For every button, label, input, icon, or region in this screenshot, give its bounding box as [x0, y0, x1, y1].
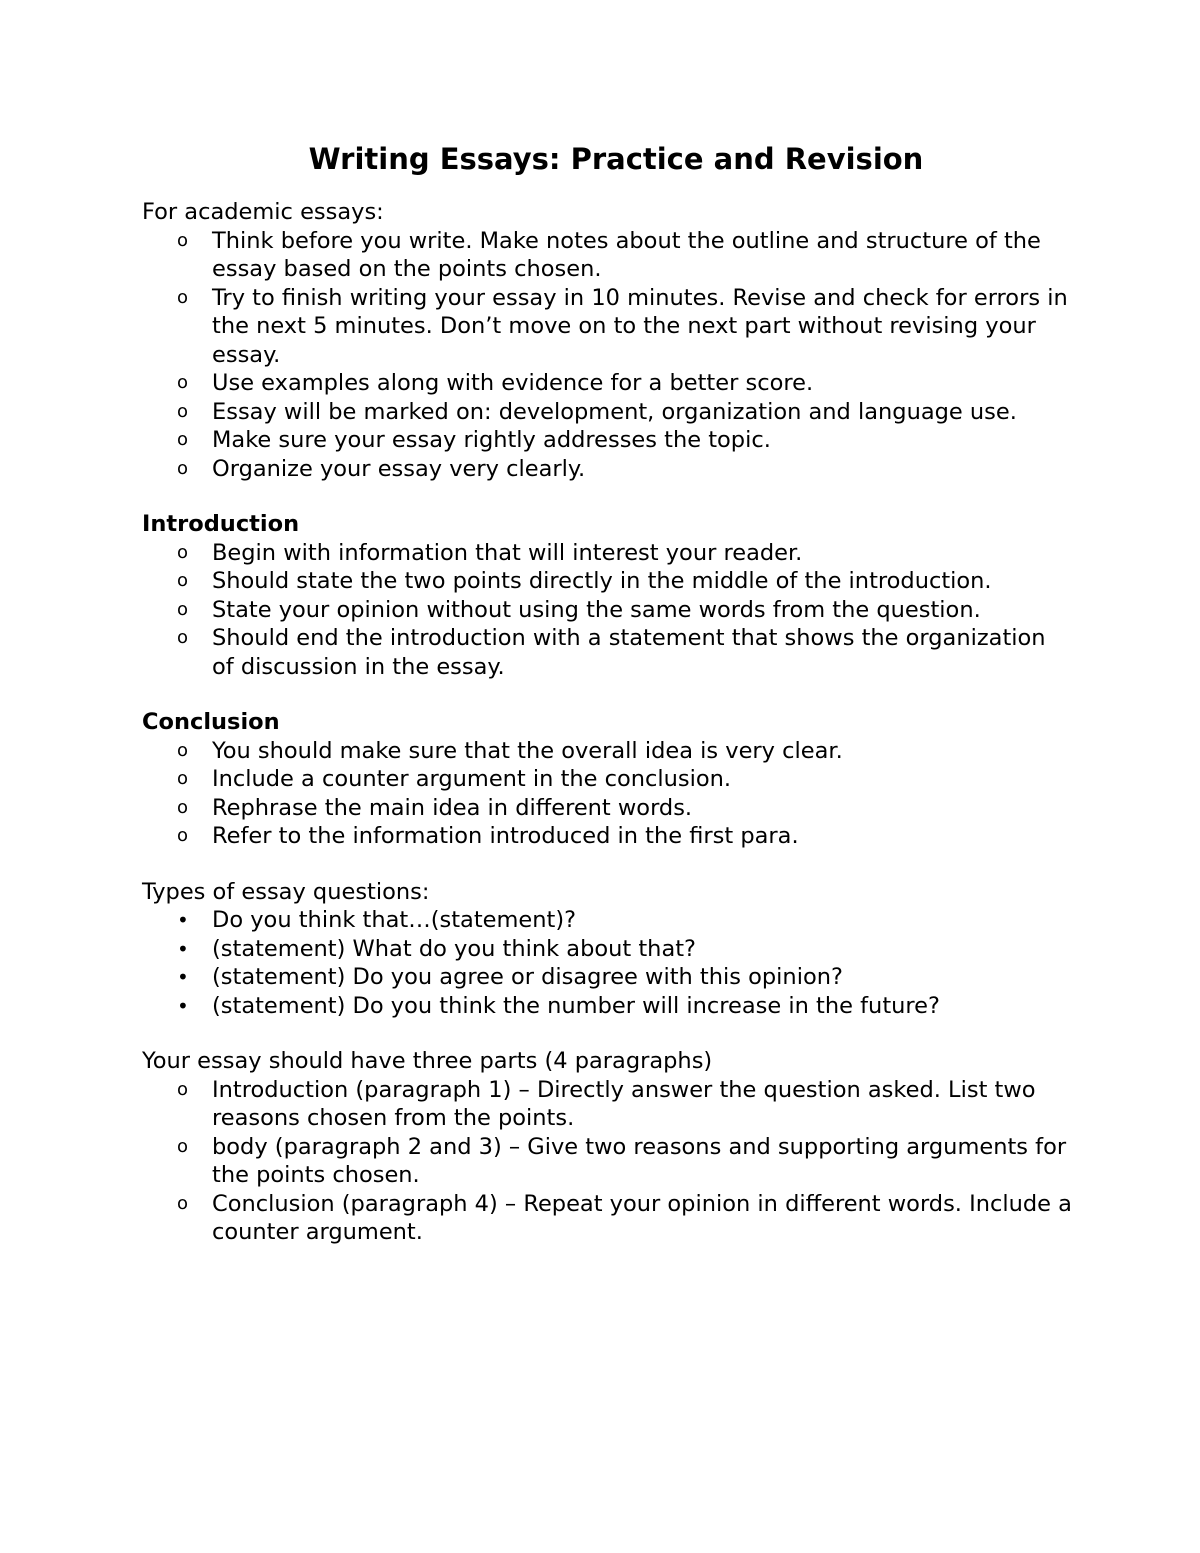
list-item: [142, 1190, 1072, 1247]
list-item-text: Use examples along with evidence for a better score.: [212, 370, 814, 396]
list-item: [142, 992, 1072, 1021]
circle-bullet-icon: o: [177, 429, 189, 450]
circle-bullet-icon: o: [177, 400, 189, 422]
list-item-text: (statement) Do you agree or disagree with this opinion?: [212, 964, 843, 990]
circle-bullet-icon: o: [177, 372, 189, 393]
list-item: [142, 426, 1072, 455]
bullet-icon: •: [177, 908, 189, 932]
list-item-text: body (paragraph 2 and 3) – Give two reasons and supporting arguments for the points chosen.: [212, 1133, 1067, 1188]
page-title: Writing Essays: Practice and Revision: [308, 142, 924, 176]
section-heading: For academic essays:: [142, 199, 384, 225]
list-item: [142, 1133, 1072, 1190]
section-conclusion: [142, 708, 1072, 851]
circle-bullet-icon: o: [177, 286, 189, 308]
list-item: [142, 596, 1072, 625]
list-item-text: Begin with information that will interest your reader.: [212, 539, 803, 566]
section-essay-parts: [142, 1047, 1072, 1247]
list-item-text: Organize your essay very clearly.: [212, 455, 586, 482]
list-item: [142, 284, 1072, 370]
list-item-text: (statement) What do you think about that?: [212, 935, 696, 962]
academic-essays-list: [142, 227, 1072, 484]
section-question-types: [142, 878, 1072, 1021]
list-item-text: Should state the two points directly in the middle of the introduction.: [212, 568, 992, 594]
list-item-text: (statement) Do you think the number will increase in the future?: [212, 992, 940, 1019]
bullet-icon: •: [177, 965, 189, 989]
list-item-text: Do you think that…(statement)?: [212, 907, 577, 933]
list-item-text: State your opinion without using the same words from the question.: [212, 596, 981, 623]
list-item-text: Conclusion (paragraph 4) – Repeat your opinion in different words. Include a counter argument.: [212, 1190, 1072, 1245]
circle-bullet-icon: o: [177, 768, 189, 789]
list-item: [142, 935, 1072, 964]
circle-bullet-icon: o: [177, 457, 189, 479]
list-item: [142, 906, 1072, 935]
circle-bullet-icon: o: [177, 570, 189, 591]
list-item-text: Rephrase the main idea in different words.: [212, 794, 693, 821]
section-heading: Your essay should have three parts (4 paragraphs): [142, 1048, 713, 1074]
circle-bullet-icon: o: [177, 229, 189, 251]
document-page: [142, 138, 1072, 1274]
section-heading: Introduction: [142, 511, 300, 537]
list-item-text: Refer to the information introduced in the first para.: [212, 823, 799, 849]
circle-bullet-icon: o: [177, 1135, 189, 1157]
circle-bullet-icon: o: [177, 627, 189, 648]
list-item: [142, 963, 1072, 992]
list-item-text: Include a counter argument in the conclusion.: [212, 766, 732, 792]
list-item-text: Make sure your essay rightly addresses the topic.: [212, 427, 771, 453]
bullet-icon: •: [177, 936, 189, 961]
circle-bullet-icon: o: [177, 598, 189, 620]
circle-bullet-icon: o: [177, 541, 189, 563]
list-item: [142, 794, 1072, 823]
circle-bullet-icon: o: [177, 796, 189, 818]
list-item: [142, 398, 1072, 427]
introduction-list: [142, 539, 1072, 682]
list-item-text: Think before you write. Make notes about the outline and structure of the essay based on the points chosen.: [212, 227, 1041, 282]
list-item-text: Should end the introduction with a statement that shows the organization of discussion in the essay.: [212, 625, 1046, 680]
list-item-text: You should make sure that the overall idea is very clear.: [212, 737, 843, 764]
list-item-text: Essay will be marked on: development, organization and language use.: [212, 398, 1017, 425]
list-item: [142, 1076, 1072, 1133]
circle-bullet-icon: o: [177, 1192, 189, 1214]
list-item: [142, 539, 1072, 568]
circle-bullet-icon: o: [177, 1078, 189, 1100]
essay-parts-list: [142, 1076, 1072, 1247]
conclusion-list: [142, 737, 1072, 851]
circle-bullet-icon: o: [177, 739, 189, 761]
section-introduction: [142, 510, 1072, 681]
list-item: [142, 455, 1072, 484]
section-academic-essays: [142, 198, 1072, 483]
bullet-icon: •: [177, 993, 189, 1018]
list-item: [142, 624, 1072, 681]
list-item-text: Try to finish writing your essay in 10 minutes. Revise and check for errors in the next 5 minutes. Don’t move on to the next part without revising your essay.: [212, 284, 1068, 368]
list-item: [142, 567, 1072, 596]
section-heading: Conclusion: [142, 709, 280, 735]
list-item: [142, 369, 1072, 398]
list-item: [142, 765, 1072, 794]
list-item: [142, 227, 1072, 284]
list-item: [142, 737, 1072, 766]
question-types-list: [142, 906, 1072, 1020]
list-item-text: Introduction (paragraph 1) – Directly answer the question asked. List two reasons chosen from the points.: [212, 1076, 1036, 1131]
list-item: [142, 822, 1072, 851]
circle-bullet-icon: o: [177, 825, 189, 846]
section-heading: Types of essay questions:: [142, 878, 430, 905]
